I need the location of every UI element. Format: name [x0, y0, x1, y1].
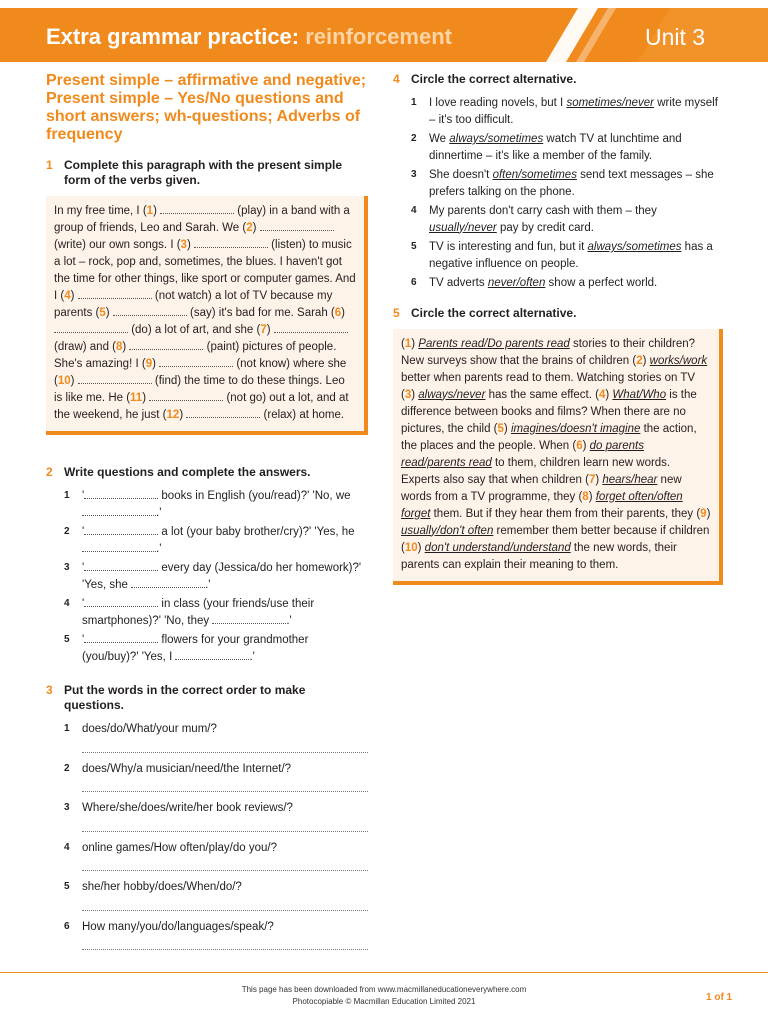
text-segment: (not go) out a lot, and at the weekend, he just (	[54, 392, 349, 421]
alternative-choice: forget often/often forget	[401, 490, 683, 520]
text-segment: (write) our own songs. I (	[54, 239, 181, 251]
exercise-number: 5	[393, 305, 400, 320]
text-segment: send text messages – she prefers talking on the phone.	[429, 169, 714, 198]
answer-gap[interactable]	[84, 525, 158, 535]
answer-gap[interactable]	[175, 650, 249, 660]
text-segment: )	[266, 324, 274, 336]
gap-number: 4	[598, 388, 606, 401]
answer-line[interactable]	[82, 899, 368, 911]
answer-line[interactable]	[82, 938, 368, 950]
item-number: 2	[64, 762, 70, 774]
text-segment: .'	[205, 578, 211, 591]
alternative-choice: always/sometimes	[587, 241, 682, 253]
gap-number: 2	[246, 222, 253, 234]
text-segment: '	[82, 634, 85, 646]
page-number: 1 of 1	[706, 992, 733, 1003]
text-segment: )	[152, 358, 160, 370]
answer-gap[interactable]	[78, 289, 152, 299]
exercise-number: 3	[46, 683, 53, 697]
item-number: 6	[64, 920, 70, 932]
gap-number: 4	[64, 290, 71, 302]
gap-number: 1	[404, 337, 412, 350]
list-item	[64, 840, 368, 857]
alternative-choice: usually/don't often	[401, 524, 494, 537]
answer-gap[interactable]	[149, 391, 223, 401]
item-number: 5	[411, 241, 417, 252]
list-item	[411, 275, 723, 292]
item-text	[82, 524, 368, 557]
text-segment: )	[706, 507, 711, 520]
text-segment: I love reading novels, but I	[429, 97, 567, 109]
text-segment: new words from a TV programme, they (	[401, 473, 682, 503]
item-number: 1	[64, 490, 70, 501]
alternative-choice: works/work	[649, 354, 708, 367]
text-segment: My parents don't carry cash with them – they	[429, 205, 657, 217]
right-column	[393, 72, 723, 585]
alternative-choice: sometimes/never	[566, 97, 655, 109]
text-segment: (not know) where she (	[54, 358, 347, 387]
list-item	[64, 524, 368, 557]
text-segment: (say) it's bad for me. Sarah (	[186, 307, 335, 319]
answer-line[interactable]	[82, 780, 368, 792]
gap-number: 2	[636, 354, 643, 367]
list-item	[411, 131, 723, 164]
item-number: 4	[411, 205, 417, 216]
item-text	[82, 596, 368, 629]
footer-copyright: Photocopiable © Macmillan Education Limited 2021	[292, 997, 476, 1006]
item-number: 6	[411, 277, 417, 288]
gap-number: 6	[576, 439, 583, 452]
item-number: 4	[64, 598, 70, 609]
text-segment: )	[341, 307, 345, 319]
page-title	[46, 24, 452, 50]
text-segment: )	[153, 205, 161, 217]
footer	[0, 984, 768, 1008]
text-segment: is the difference between books and films? When there are no pictures, the child (	[401, 388, 697, 435]
item-number: 3	[411, 169, 417, 180]
list-item	[64, 879, 368, 896]
gap-number: 10	[57, 375, 71, 387]
item-text: Where/she/does/write/her book reviews/?	[82, 802, 293, 814]
exercise-1-text-box	[46, 196, 368, 435]
text-segment: In my free time, I (	[54, 205, 147, 217]
answer-gap[interactable]	[129, 340, 203, 350]
item-number: 3	[64, 562, 70, 573]
alternative-choice: imagines/doesn't imagine	[510, 422, 641, 435]
text-segment: in class (your friends/use their smartphones)?' 'No, they	[82, 598, 315, 627]
gap-number: 3	[180, 239, 187, 251]
answer-gap[interactable]	[113, 306, 187, 316]
item-number: 5	[64, 634, 70, 645]
item-text	[82, 488, 368, 521]
text-segment: .'	[249, 650, 255, 663]
gap-number: 5	[99, 307, 106, 319]
alternative-choice: always/sometimes	[449, 133, 544, 145]
text-segment: (listen) to music a lot – rock, pop and, sometimes, the blues. I haven't got the time for other things, like sport or computer games. And I (	[54, 239, 356, 302]
list-item	[64, 596, 368, 629]
text-segment: (play) in a band with a group of friends, Leo and Sarah. We (	[54, 205, 350, 234]
item-number: 1	[411, 97, 417, 108]
item-text	[429, 203, 723, 236]
header-bar	[0, 8, 768, 62]
item-text	[82, 560, 368, 593]
gap-number: 8	[116, 341, 123, 353]
text-segment: (not watch) a lot of TV because my parents (	[54, 290, 333, 319]
answer-gap[interactable]	[82, 506, 156, 516]
gap-number: 11	[130, 392, 143, 404]
text-segment: '	[82, 526, 85, 538]
item-text	[429, 167, 723, 200]
gap-number: 6	[334, 307, 342, 319]
exercise-number: 4	[393, 72, 400, 86]
answer-gap[interactable]	[260, 221, 334, 231]
text-segment: '	[82, 598, 85, 610]
exercise-4-heading	[393, 72, 723, 87]
answer-line[interactable]	[82, 741, 368, 753]
item-text	[429, 275, 657, 292]
item-number: 2	[411, 133, 417, 144]
gap-number: 10	[404, 541, 418, 554]
answer-gap[interactable]	[84, 633, 158, 643]
item-text: does/do/What/your mum/?	[82, 723, 217, 735]
text-segment: watch TV at lunchtime and dinnertime – it's like a member of the family.	[429, 133, 682, 162]
gap-number: 9	[145, 358, 153, 370]
answer-gap[interactable]	[159, 357, 233, 367]
text-segment: )	[252, 222, 260, 234]
text-segment: flowers for your grandmother (you/buy)?' 'Yes, I	[82, 634, 309, 663]
gap-number: 7	[260, 324, 267, 336]
gap-number: 9	[700, 507, 707, 520]
answer-gap[interactable]	[212, 614, 286, 624]
text-segment: )	[595, 473, 603, 486]
answer-gap[interactable]	[82, 542, 156, 552]
item-text: she/her hobby/does/When/do/?	[82, 881, 242, 893]
text-segment: .'	[286, 614, 292, 627]
text-segment: )	[411, 388, 419, 401]
text-segment: )	[70, 375, 78, 387]
section-title: Present simple – affirmative and negative; Present simple – Yes/No questions and short answers; wh-questions; Adverbs of frequency	[46, 72, 367, 143]
answer-gap[interactable]	[194, 238, 268, 248]
text-segment: remember them better because if children (	[401, 524, 710, 554]
alternative-choice: do parents read/parents read	[401, 439, 644, 469]
text-segment: .'	[156, 542, 162, 555]
exercise-2-heading	[46, 465, 368, 480]
list-item	[64, 919, 368, 936]
gap-number: 3	[404, 388, 412, 401]
gap-number: 8	[582, 490, 589, 503]
exercise-instruction: Put the words in the correct order to make questions.	[64, 683, 306, 712]
list-item	[64, 560, 368, 593]
text-segment: the new words, their parents can explain their meaning to them.	[401, 541, 677, 571]
title-accent: reinforcement	[305, 24, 452, 49]
exercise-instruction: Circle the correct alternative.	[411, 305, 577, 320]
list-item	[411, 203, 723, 236]
list-item	[411, 239, 723, 272]
alternative-choice: Parents read/Do parents read	[418, 337, 570, 350]
text-segment: )	[417, 541, 425, 554]
answer-gap[interactable]	[84, 597, 158, 607]
exercise-number: 2	[46, 465, 53, 479]
answer-gap[interactable]	[84, 489, 158, 499]
list-item	[64, 632, 368, 665]
text-segment: (do) a lot of art, and she (	[128, 324, 261, 336]
alternative-choice: always/never	[418, 388, 486, 401]
list-item	[64, 721, 368, 738]
text-segment: (	[401, 337, 405, 350]
answer-gap[interactable]	[84, 561, 158, 571]
text-segment: )	[70, 290, 78, 302]
text-segment: pay by credit card.	[496, 221, 594, 234]
text-segment: )	[503, 422, 511, 435]
exercise-3-list	[64, 721, 368, 950]
text-segment: )	[105, 307, 113, 319]
list-item	[411, 95, 723, 128]
answer-gap[interactable]	[54, 323, 128, 333]
alternative-choice: often/sometimes	[492, 169, 577, 181]
text-segment: (draw) and (	[54, 341, 116, 353]
exercise-1-heading	[46, 158, 368, 188]
text-segment: )	[122, 341, 130, 353]
text-segment: TV adverts	[429, 277, 488, 289]
gap-number: 1	[146, 205, 154, 217]
text-segment: every day (Jessica/do her homework)?' 'Yes, she	[82, 562, 362, 591]
text-segment: )	[582, 439, 590, 452]
text-segment: )	[411, 337, 419, 350]
text-segment: the action, the places and the people. When (	[401, 422, 697, 452]
text-segment: )	[642, 354, 650, 367]
alternative-choice: never/often	[487, 277, 546, 289]
answer-gap[interactable]	[131, 578, 205, 588]
text-segment: '	[82, 490, 85, 502]
answer-gap[interactable]	[274, 323, 348, 333]
page-header	[0, 0, 768, 66]
exercise-instruction: Write questions and complete the answers.	[64, 465, 311, 479]
text-segment: )	[179, 409, 187, 421]
text-segment: '	[82, 562, 85, 574]
exercise-5-heading	[393, 306, 723, 321]
exercise-2-list	[64, 488, 368, 665]
text-segment: write myself – it's too difficult.	[429, 97, 718, 126]
text-segment: show a perfect world.	[545, 277, 658, 289]
exercise-instruction: Complete this paragraph with the present simple form of the verbs given.	[64, 158, 343, 187]
list-item	[64, 761, 368, 778]
text-segment: )	[142, 392, 150, 404]
text-segment: (paint) pictures of people. She's amazing! I (	[54, 341, 337, 370]
answer-line[interactable]	[82, 820, 368, 832]
gap-number: 12	[166, 409, 180, 421]
alternative-choice: usually/never	[429, 221, 497, 234]
text-segment: )	[605, 388, 613, 401]
gap-number: 7	[588, 473, 596, 486]
exercise-3-heading	[46, 683, 368, 713]
alternative-choice: What/Who	[612, 388, 667, 401]
list-item	[64, 488, 368, 521]
item-number: 5	[64, 881, 70, 892]
gap-number: 5	[497, 422, 504, 435]
text-segment: better when parents read to them. Watching stories on TV (	[401, 371, 696, 401]
text-segment: .'	[156, 506, 162, 519]
left-column	[46, 72, 368, 958]
text-segment: them. But if they hear them from their parents, they (	[430, 507, 701, 520]
item-number: 3	[64, 802, 70, 813]
alternative-choice: don't understand/understand	[424, 541, 571, 554]
alternative-choice: hears/hear	[602, 473, 658, 486]
item-text	[429, 131, 723, 164]
item-text	[82, 632, 368, 665]
text-segment: TV is interesting and fun, but it	[429, 241, 588, 253]
item-text	[429, 95, 723, 128]
text-segment: (relax) at home.	[260, 409, 345, 421]
exercise-number: 1	[46, 158, 53, 172]
text-segment: to them, children learn new words. Experts also say that when children (	[401, 456, 671, 486]
text-segment: (find) the time to do these things. Leo is like me. He (	[54, 375, 345, 404]
item-number: 2	[64, 526, 70, 537]
text-segment: )	[186, 239, 194, 251]
text-segment: )	[588, 490, 596, 503]
exercise-5-text-box	[393, 329, 723, 585]
text-segment: has a negative influence on people.	[429, 241, 713, 270]
list-item	[64, 800, 368, 817]
item-text: online games/How often/play/do you/?	[82, 841, 277, 854]
text-segment: She doesn't	[429, 169, 493, 181]
text-segment: stories to their children? New surveys show that the brains of children (	[401, 337, 696, 367]
answer-gap[interactable]	[186, 408, 260, 418]
list-item	[411, 167, 723, 200]
exercise-instruction: Circle the correct alternative.	[411, 72, 577, 86]
title-main: Extra grammar practice:	[46, 24, 300, 49]
answer-gap[interactable]	[160, 204, 234, 214]
footer-divider	[0, 972, 768, 973]
item-text: does/Why/a musician/need/the Internet/?	[82, 762, 292, 775]
exercise-4-list	[411, 95, 723, 292]
footer-download-note: This page has been downloaded from www.macmillaneducationeverywhere.com	[241, 985, 527, 994]
unit-label: Unit 3	[645, 24, 706, 50]
text-segment: a lot (your baby brother/cry)?' 'Yes, he	[158, 526, 355, 538]
item-number: 4	[64, 841, 70, 853]
item-text	[429, 239, 723, 272]
item-number: 1	[64, 723, 70, 734]
item-text: How many/you/do/languages/speak/?	[82, 920, 274, 933]
answer-gap[interactable]	[78, 374, 152, 384]
text-segment: has the same effect. (	[485, 388, 599, 401]
answer-line[interactable]	[82, 859, 368, 871]
text-segment: books in English (you/read)?' 'No, we	[158, 490, 351, 502]
text-segment: We	[429, 133, 450, 145]
